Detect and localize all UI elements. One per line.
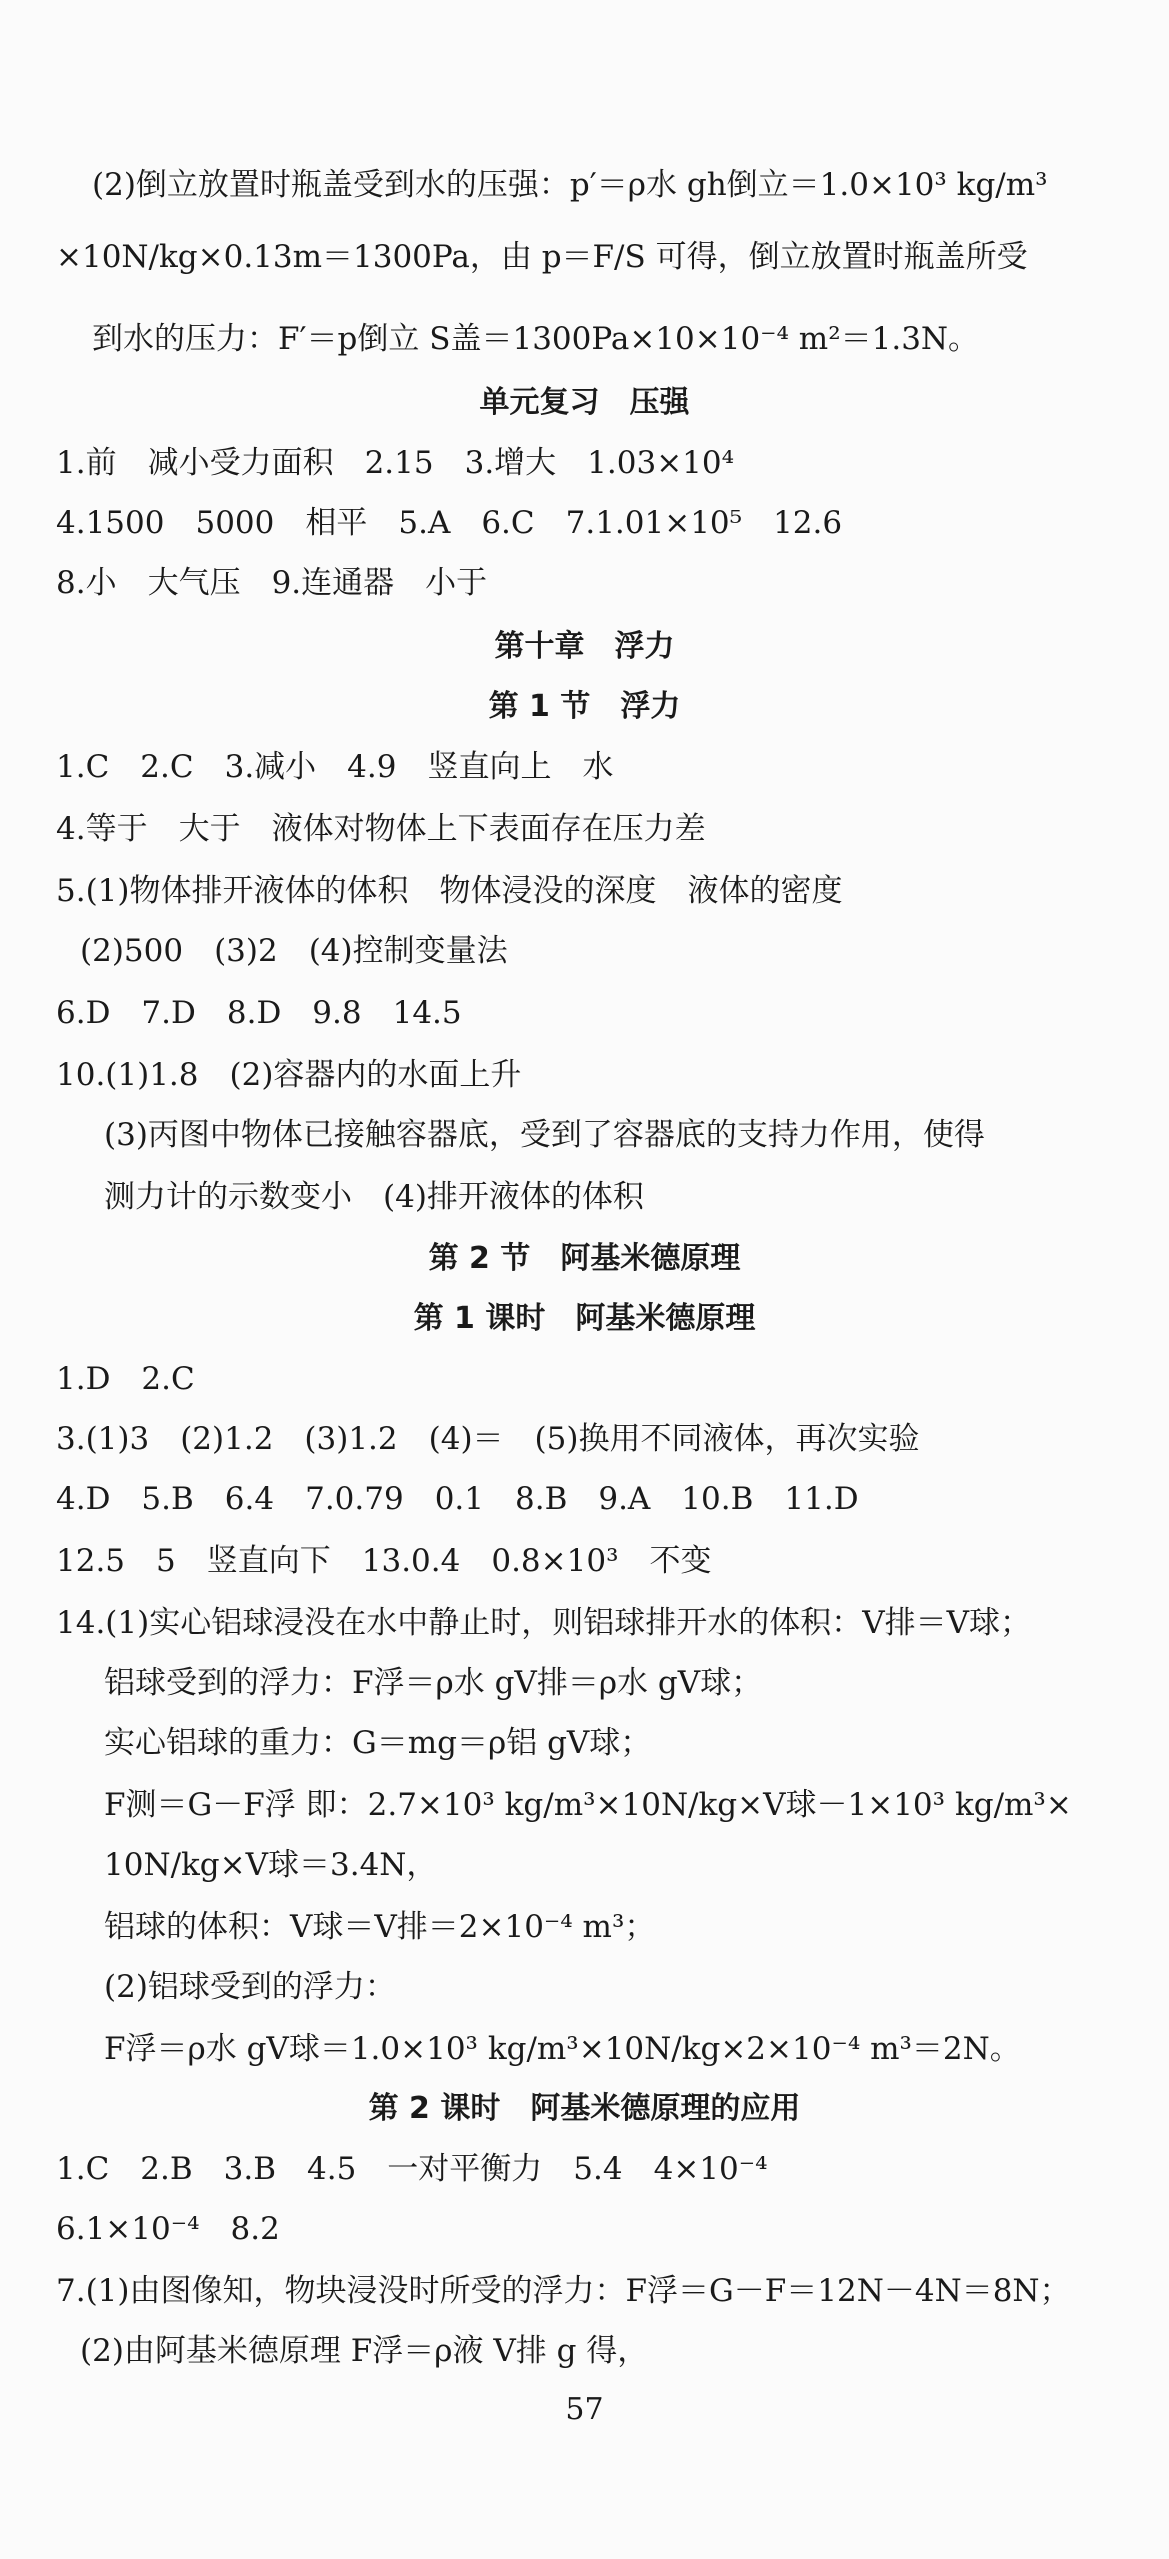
text-line: 1.C 2.C 3.减小 4.9 竖直向上 水 bbox=[56, 749, 614, 785]
text-line: (2)倒立放置时瓶盖受到水的压强：p′＝ρ水 gh倒立＝1.0×10³ kg/m³ bbox=[92, 167, 1048, 203]
text-line: 到水的压力：F′＝p倒立 S盖＝1300Pa×10×10⁻⁴ m²＝1.3N。 bbox=[92, 321, 980, 357]
section-heading: 第 1 节 浮力 bbox=[488, 689, 681, 724]
text-line: F浮＝ρ水 gV球＝1.0×10³ kg/m³×10N/kg×2×10⁻⁴ m³＝2N。 bbox=[104, 2031, 1021, 2067]
text-line: (2)由阿基米德原理 F浮＝ρ液 V排 g 得， bbox=[80, 2333, 649, 2369]
text-line: 4.1500 5000 相平 5.A 6.C 7.1.01×10⁵ 12.6 bbox=[56, 505, 843, 541]
text-line: F测＝G－F浮 即：2.7×10³ kg/m³×10N/kg×V球－1×10³ kg/m³× bbox=[104, 1787, 1072, 1823]
text-line: 6.D 7.D 8.D 9.8 14.5 bbox=[56, 995, 462, 1031]
text-line: (3)丙图中物体已接触容器底，受到了容器底的支持力作用，使得 bbox=[104, 1117, 985, 1153]
text-line: 14.(1)实心铝球浸没在水中静止时，则铝球排开水的体积：V排＝V球； bbox=[56, 1605, 1031, 1641]
text-line: 5.(1)物体排开液体的体积 物体浸没的深度 液体的密度 bbox=[56, 873, 843, 909]
text-line: ×10N/kg×0.13m＝1300Pa，由 p＝F/S 可得，倒立放置时瓶盖所受 bbox=[56, 239, 1028, 275]
text-line: 实心铝球的重力：G＝mg＝ρ铝 gV球； bbox=[104, 1725, 652, 1761]
text-line: 6.1×10⁻⁴ 8.2 bbox=[56, 2211, 280, 2247]
text-line: 测力计的示数变小 (4)排开液体的体积 bbox=[104, 1179, 644, 1215]
text-line: (2)500 (3)2 (4)控制变量法 bbox=[80, 933, 508, 969]
text-line: 1.D 2.C bbox=[56, 1361, 195, 1397]
text-line: 4.等于 大于 液体对物体上下表面存在压力差 bbox=[56, 811, 706, 847]
lesson-heading: 第 2 课时 阿基米德原理的应用 bbox=[368, 2091, 801, 2126]
text-line: 铝球受到的浮力：F浮＝ρ水 gV排＝ρ水 gV球； bbox=[104, 1665, 763, 1701]
text-line: 10N/kg×V球＝3.4N， bbox=[104, 1847, 438, 1883]
section-heading: 单元复习 压强 bbox=[479, 385, 690, 420]
lesson-heading: 第 1 课时 阿基米德原理 bbox=[413, 1301, 756, 1336]
text-line: 铝球的体积：V球＝V排＝2×10⁻⁴ m³； bbox=[104, 1909, 656, 1945]
text-line: 3.(1)3 (2)1.2 (3)1.2 (4)＝ (5)换用不同液体，再次实验 bbox=[56, 1421, 920, 1457]
text-line: 1.前 减小受力面积 2.15 3.增大 1.03×10⁴ bbox=[56, 445, 735, 481]
text-line: 12.5 5 竖直向下 13.0.4 0.8×10³ 不变 bbox=[56, 1543, 712, 1579]
text-line: 4.D 5.B 6.4 7.0.79 0.1 8.B 9.A 10.B 11.D bbox=[56, 1481, 859, 1517]
text-line: (2)铝球受到的浮力： bbox=[104, 1969, 396, 2005]
text-line: 7.(1)由图像知，物块浸没时所受的浮力：F浮＝G－F＝12N－4N＝8N； bbox=[56, 2273, 1071, 2309]
text-line: 10.(1)1.8 (2)容器内的水面上升 bbox=[56, 1057, 522, 1093]
page-number: 57 bbox=[565, 2392, 604, 2427]
section-heading: 第 2 节 阿基米德原理 bbox=[428, 1241, 741, 1276]
chapter-heading: 第十章 浮力 bbox=[494, 629, 675, 664]
text-line: 8.小 大气压 9.连通器 小于 bbox=[56, 565, 488, 601]
text-line: 1.C 2.B 3.B 4.5 一对平衡力 5.4 4×10⁻⁴ bbox=[56, 2151, 768, 2187]
